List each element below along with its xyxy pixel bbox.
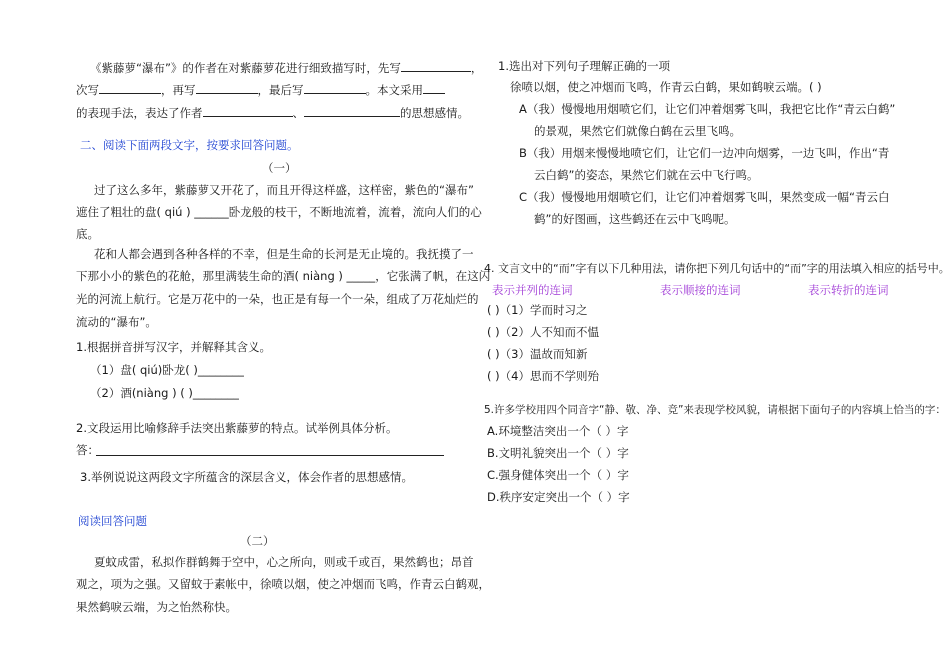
category-parallel: 表示并列的连词 [492, 283, 573, 297]
option-a-line-1[interactable]: A（我）慢慢地用烟喷它们，让它们冲着烟雾飞叫，我把它比作“青云白鹤” [519, 102, 896, 116]
answer-label: 答： [76, 443, 99, 457]
homophone-item[interactable]: B.文明礼貌突出一个（ ）字 [487, 446, 629, 460]
right-question-1: 1.选出对下列句子理解正确的一项 [498, 59, 670, 73]
blank-last[interactable] [304, 82, 366, 94]
intro-text-2a: 次写 [76, 83, 99, 97]
er-item[interactable]: ( )（2）人不知而不愠 [487, 325, 599, 339]
homophone-item[interactable]: A.环境整洁突出一个（ ）字 [487, 424, 629, 438]
passage-2-line: 下那小小的紫色的花舱，那里满装生命的酒( niàng ) _____，它张满了帆，在这闪 [76, 269, 491, 283]
passage-3-line: 果然鹤唳云端，为之怡然称快。 [76, 600, 237, 614]
category-sequential: 表示顺接的连词 [660, 283, 741, 297]
section-2-heading: 二、阅读下面两段文字，按要求回答问题。 [80, 138, 299, 152]
category-contrast: 表示转折的连词 [808, 283, 889, 297]
passage-3-line: 观之，项为之强。又留蚊于素帐中，徐喷以烟，使之冲烟而飞鸣，作青云白鹤观， [76, 577, 490, 591]
intro-line-2 [76, 82, 445, 97]
homophone-item[interactable]: D.秩序安定突出一个（ ）字 [487, 490, 630, 504]
blank-first[interactable] [401, 60, 471, 72]
question-2: 2.文段运用比喻修辞手法突出紫藤萝的特点。试举例具体分析。 [76, 421, 398, 435]
part-2-marker: （二） [240, 534, 275, 548]
intro-text-1a: 《紫藤萝“瀑布”》的作者在对紫藤萝花进行细致描写时，先写 [90, 61, 401, 75]
passage-2-line: 花和人都会遇到各种各样的不幸，但是生命的长河是无止境的。我抚摸了一 [94, 247, 474, 261]
question-1: 1.根据拼音拼写汉字，并解释其含义。 [76, 340, 271, 354]
er-item[interactable]: ( )（3）温故而知新 [487, 347, 588, 361]
right-question-4: 4. 文言文中的“而”字有以下几种用法，请你把下列几句话中的“而”字的用法填入相应的括号中。 [484, 262, 950, 275]
option-b-line-1[interactable]: B（我）用烟来慢慢地喷它们，让它们一边冲向烟雾，一边飞叫，作出“青 [519, 146, 890, 160]
blank-feeling-2[interactable] [304, 105, 400, 117]
intro-text-3b: 、 [292, 106, 304, 120]
intro-text-3c: 的思想感情。 [400, 106, 469, 120]
blank-method[interactable] [423, 82, 445, 94]
intro-text-1b: ， [470, 61, 483, 75]
question-1-item[interactable]: （2）酒(niàng ) ( )________ [90, 386, 239, 400]
intro-line-3 [76, 105, 469, 120]
read-heading: 阅读回答问题 [78, 514, 147, 528]
passage-2-line: 光的河流上航行。它是万花中的一朵，也正是有每一个一朵，组成了万花灿烂的 [76, 292, 479, 306]
passage-2-line: 流动的“瀑布”。 [76, 315, 157, 329]
intro-line-1 [90, 60, 482, 75]
passage-1-line: 底。 [76, 227, 99, 241]
er-item[interactable]: ( )（1）学而时习之 [487, 303, 588, 317]
intro-text-2c: ，最后写 [257, 83, 304, 97]
intro-text-2d: 。本文采用 [365, 83, 423, 97]
option-a-line-2: 的景观，果然它们就像白鹤在云里飞鸣。 [534, 124, 741, 138]
blank-then[interactable] [196, 82, 258, 94]
answer-line[interactable] [96, 455, 444, 456]
passage-1-line: 过了这么多年，紫藤萝又开花了，而且开得这样盛，这样密，紫色的“瀑布” [94, 183, 474, 197]
option-c-line-2: 鹤”的好图画，这些鹤还在云中飞鸣呢。 [534, 212, 736, 226]
part-1-marker: （一） [262, 161, 297, 175]
question-3: 3.举例说说这两段文字所蕴含的深层含义，体会作者的思想感情。 [80, 470, 413, 484]
right-question-1-sentence: 徐喷以烟，使之冲烟而飞鸣，作青云白鹤，果如鹤唳云端。( ) [510, 80, 822, 94]
option-c-line-1[interactable]: C（我）慢慢地用烟喷它们，让它们冲着烟雾飞叫，果然变成一幅“青云白 [519, 190, 890, 204]
er-item[interactable]: ( )（4）思而不学则殆 [487, 369, 599, 383]
right-question-5: 5.许多学校用四个同音字“静、敬、净、竞”来表现学校风貌，请根据下面句子的内容填上恰当的字： [484, 404, 946, 416]
blank-feeling-1[interactable] [203, 105, 293, 117]
question-1-item[interactable]: （1）盘( qiú)卧龙( )________ [90, 363, 244, 377]
passage-3-line: 夏蚊成雷，私拟作群鹤舞于空中，心之所向，则或千或百，果然鹤也；昂首 [94, 555, 474, 569]
blank-second[interactable] [99, 82, 161, 94]
passage-1-line: 遮住了粗壮的盘( qiú ) ______卧龙般的枝干，不断地流着，流着，流向人们的心 [76, 205, 482, 219]
intro-text-2b: ，再写 [161, 83, 196, 97]
homophone-item[interactable]: C.强身健体突出一个（ ）字 [487, 468, 629, 482]
option-b-line-2: 云白鹤”的姿态，果然它们就在云中飞行鸣。 [534, 168, 759, 182]
intro-text-3a: 的表现手法，表达了作者 [76, 106, 203, 120]
